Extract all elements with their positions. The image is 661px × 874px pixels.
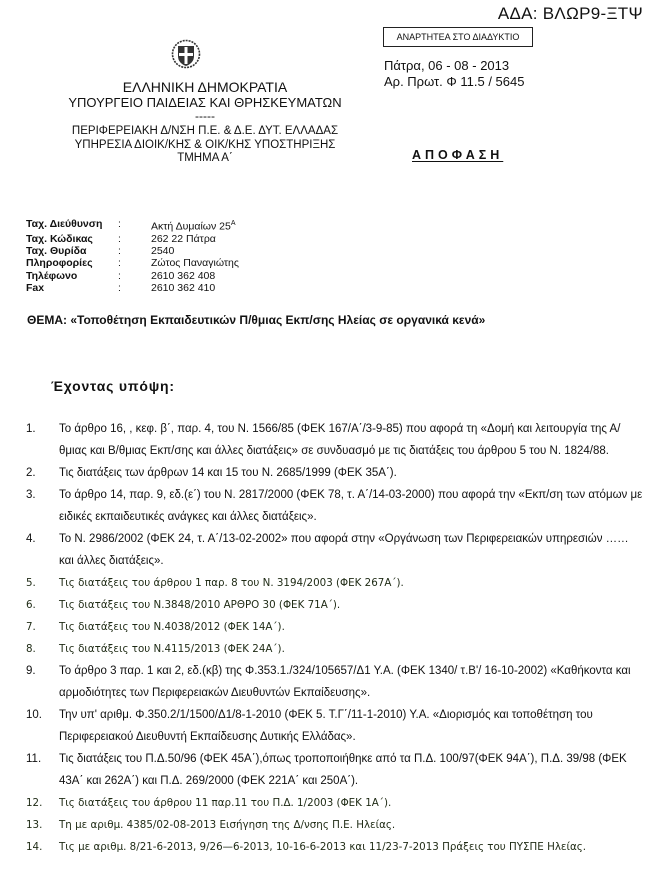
contact-block	[26, 218, 239, 294]
list-item	[26, 748, 646, 792]
list-item-text: Τις με αριθμ. 8/21-6-2013, 9/26—6-2013, 10-16-6-2013 και 11/23-7-2013 Πράξεις του ΠΥΣΠΕ Ηλείας.	[59, 841, 587, 853]
decision-title: ΑΠΟΦΑΣΗ	[412, 148, 504, 162]
header-directorate: ΠΕΡΙΦΕΡΕΙΑΚΗ Δ/ΝΣΗ Π.Ε. & Δ.Ε. ΔΥΤ. ΕΛΛΑΔΑΣ	[71, 125, 339, 137]
contact-value: 2540	[151, 245, 175, 258]
contact-sep: :	[118, 257, 121, 270]
contact-row	[26, 233, 239, 245]
header-republic: ΕΛΛΗΝΙΚΗ ΔΗΜΟΚΡΑΤΙΑ	[122, 79, 288, 95]
contact-label: Τηλέφωνο	[26, 269, 78, 282]
list-item-number: 6.	[26, 599, 36, 611]
list-item	[26, 418, 646, 462]
considerations-list	[26, 418, 646, 858]
list-item-number: 3.	[26, 489, 36, 501]
list-item-number: 11.	[26, 753, 42, 765]
contact-value: Ζώτος Παναγιώτης	[151, 257, 239, 270]
list-item-text: Τις διατάξεις του Π.Δ.50/96 (ΦΕΚ 45Α΄),όπως τροποποιήθηκε από τα Π.Δ. 100/97(ΦΕΚ 94Α΄), Π.Δ. 39/98 (ΦΕΚ 43Α΄ και 262Α΄) και Π.Δ. 269/2000 (ΦΕΚ 221Α΄ και 250Α΄).	[59, 753, 627, 787]
contact-row	[26, 270, 239, 282]
place-date: Πάτρα, 06 - 08 - 2013	[384, 58, 510, 73]
contact-label: Ταχ. Κώδικας	[26, 232, 93, 245]
list-item-number: 13.	[26, 819, 43, 831]
list-item-text: Τις διατάξεις του άρθρου 1 παρ. 8 του Ν. 3194/2003 (ΦΕΚ 267Α΄).	[59, 577, 404, 589]
coat-of-arms-icon	[171, 39, 201, 69]
contact-sup: Α	[230, 220, 236, 227]
list-item-number: 1.	[26, 423, 36, 435]
header-separator: -----	[195, 109, 215, 123]
publish-stamp: ΑΝΑΡΤΗΤΕΑ ΣΤΟ ΔΙΑΔΥΚΤΙΟ	[383, 27, 533, 47]
header-ministry: ΥΠΟΥΡΓΕΙΟ ΠΑΙΔΕΙΑΣ ΚΑΙ ΘΡΗΣΚΕΥΜΑΤΩΝ	[68, 95, 342, 110]
contact-sep: :	[118, 245, 121, 258]
list-item	[26, 814, 646, 836]
list-item	[26, 616, 646, 638]
list-item	[26, 528, 646, 572]
ada-code: ΑΔΑ: ΒΛΩΡ9-ΞΤΨ	[497, 4, 643, 23]
considering-heading: Έχοντας υπόψη:	[51, 378, 175, 394]
list-item	[26, 462, 646, 484]
list-item-number: 8.	[26, 643, 36, 655]
list-item-number: 2.	[26, 467, 36, 479]
list-item-text: Το Ν. 2986/2002 (ΦΕΚ 24, τ. Α΄/13-02-2002» που αφορά στην «Οργάνωση των Περιφερειακών υπηρεσιών …… και άλλες διατάξεις».	[59, 533, 629, 567]
list-item-text: Την υπ' αριθμ. Φ.350.2/1/1500/Δ1/8-1-2010 (ΦΕΚ 5. Τ.Γ΄/11-1-2010) Υ.Α. «Διορισμός και τοποθέτηση του Περιφερειακού Διευθυντή Εκπαίδευσης Δυτικής Ελλάδας».	[59, 709, 593, 743]
list-item-text: Τις διατάξεις των άρθρων 14 και 15 του Ν. 2685/1999 (ΦΕΚ 35Α΄).	[59, 467, 397, 479]
contact-value: 2610 362 408	[151, 269, 216, 282]
place-date-block	[384, 58, 524, 90]
list-item-text: Τις διατάξεις του Ν.4038/2012 (ΦΕΚ 14Α΄).	[59, 621, 285, 633]
contact-sep: :	[118, 281, 121, 294]
list-item-text: Το άρθρο 3 παρ. 1 και 2, εδ.(κβ) της Φ.353.1./324/105657/Δ1 Υ.Α. (ΦΕΚ 1340/ τ.Β'/ 16-10-2002) «Καθήκοντα και αρμοδιότητες των Περιφερειακών Διευθυντών Εκπαίδευσης».	[59, 665, 631, 699]
list-item	[26, 638, 646, 660]
contact-row	[26, 218, 239, 233]
header-directorate-block	[40, 125, 370, 166]
contact-row	[26, 245, 239, 257]
contact-sep: :	[118, 218, 121, 230]
list-item-number: 5.	[26, 577, 36, 589]
list-item-number: 14.	[26, 841, 43, 853]
list-item-number: 9.	[26, 665, 36, 677]
contact-value: 2610 362 410	[151, 281, 216, 294]
list-item-text: Τις διατάξεις του Ν.4115/2013 (ΦΕΚ 24Α΄).	[59, 643, 285, 655]
list-item-number: 12.	[26, 797, 43, 809]
list-item-text: Τις διατάξεις του Ν.3848/2010 ΑΡΘΡΟ 30 (ΦΕΚ 71Α΄).	[59, 599, 341, 611]
list-item-text: Το άρθρο 14, παρ. 9, εδ.(ε΄) του Ν. 2817/2000 (ΦΕΚ 78, τ. Α΄/14-03-2000) που αφορά την «Εκπ/ση των ατόμων με ειδικές εκπαιδευτικές ανάγκες και άλλες διατάξεις».	[59, 489, 643, 523]
contact-value: Ακτή Δυμαίων $25^A$	[151, 220, 236, 233]
list-item-text: Το άρθρο 16, , κεφ. β΄, παρ. 4, του Ν. 1566/85 (ΦΕΚ 167/Α΄/3-9-85) που αφορά τη «Δομή και λειτουργία της Α/θμιας και Β/θμιας Εκπ/σης και άλλες διατάξεις» σε συνδυασμό με τις διατάξεις του άρθρου 5 του Ν. 1824/88.	[59, 423, 621, 457]
list-item	[26, 792, 646, 814]
subject-line: ΘΕΜΑ: «Τοποθέτηση Εκπαιδευτικών Π/θμιας Εκπ/σης Ηλείας σε οργανικά κενά»	[27, 313, 486, 327]
list-item	[26, 572, 646, 594]
contact-sep: :	[118, 269, 121, 282]
contact-label: Πληροφορίες	[26, 257, 93, 270]
list-item-text: Τις διατάξεις του άρθρου 11 παρ.11 του Π.Δ. 1/2003 (ΦΕΚ 1Α΄).	[59, 797, 392, 809]
contact-sep: :	[118, 232, 121, 245]
list-item	[26, 660, 646, 704]
list-item	[26, 704, 646, 748]
list-item-number: 4.	[26, 533, 36, 545]
list-item-number: 7.	[26, 621, 36, 633]
list-item	[26, 484, 646, 528]
list-item-text: Τη με αριθμ. 4385/02-08-2013 Εισήγηση της Δ/νσης Π.Ε. Ηλείας.	[59, 819, 396, 831]
protocol-number: Αρ. Πρωτ. Φ 11.5 / 5645	[384, 74, 525, 89]
contact-row	[26, 282, 239, 294]
header-department: ΤΜΗΜΑ Α΄	[177, 152, 233, 164]
contact-label: Ταχ. Διεύθυνση	[26, 218, 103, 230]
list-item	[26, 594, 646, 616]
header-service: ΥΠΗΡΕΣΙΑ ΔΙΟΙΚ/ΚΗΣ & ΟΙΚ/ΚΗΣ ΥΠΟΣΤΗΡΙΞΗΣ	[74, 138, 336, 151]
contact-value: 262 22 Πάτρα	[151, 232, 216, 245]
contact-label: Ταχ. Θυρίδα	[26, 245, 87, 258]
list-item-number: 10.	[26, 709, 42, 721]
contact-label: Fax	[26, 281, 45, 294]
contact-row	[26, 257, 239, 269]
list-item	[26, 836, 646, 858]
